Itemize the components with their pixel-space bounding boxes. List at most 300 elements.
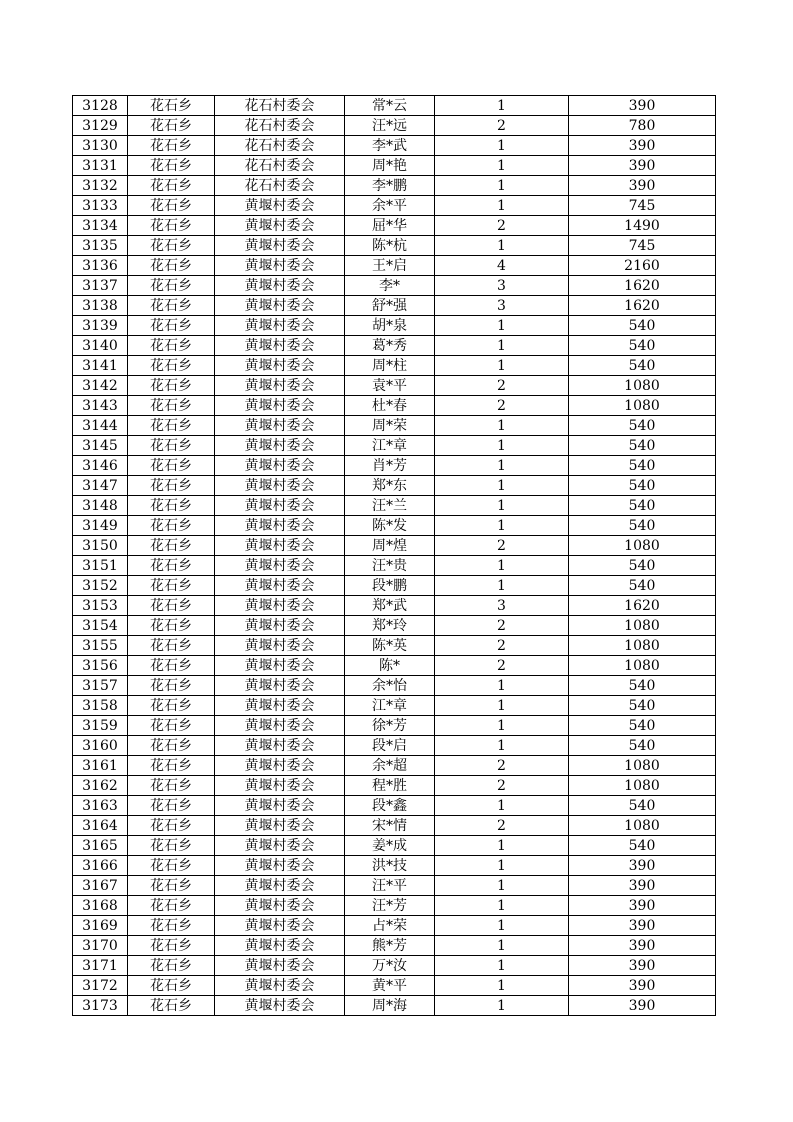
- count-cell: 1: [435, 936, 569, 956]
- village-committee-cell: 黄堰村委会: [215, 376, 345, 396]
- village-committee-cell: 黄堰村委会: [215, 716, 345, 736]
- township-cell: 花石乡: [128, 196, 215, 216]
- village-committee-cell: 黄堰村委会: [215, 596, 345, 616]
- table-row: [73, 376, 716, 396]
- row-number-cell: 3130: [73, 136, 128, 156]
- count-cell: 1: [435, 96, 569, 116]
- township-cell: 花石乡: [128, 236, 215, 256]
- amount-cell: 390: [569, 956, 716, 976]
- township-cell: 花石乡: [128, 576, 215, 596]
- village-committee-cell: 黄堰村委会: [215, 996, 345, 1016]
- table-row: [73, 96, 716, 116]
- row-number-cell: 3156: [73, 656, 128, 676]
- township-cell: 花石乡: [128, 436, 215, 456]
- count-cell: 2: [435, 816, 569, 836]
- township-cell: 花石乡: [128, 956, 215, 976]
- table-row: [73, 176, 716, 196]
- amount-cell: 390: [569, 96, 716, 116]
- row-number-cell: 3133: [73, 196, 128, 216]
- table-row: [73, 816, 716, 836]
- count-cell: 1: [435, 996, 569, 1016]
- amount-cell: 540: [569, 836, 716, 856]
- amount-cell: 540: [569, 676, 716, 696]
- row-number-cell: 3168: [73, 896, 128, 916]
- township-cell: 花石乡: [128, 516, 215, 536]
- name-cell: 郑*东: [345, 476, 435, 496]
- township-cell: 花石乡: [128, 476, 215, 496]
- table-row: [73, 616, 716, 636]
- table-row: [73, 596, 716, 616]
- village-committee-cell: 黄堰村委会: [215, 796, 345, 816]
- table-row: [73, 216, 716, 236]
- count-cell: 2: [435, 536, 569, 556]
- table-row: [73, 336, 716, 356]
- table-row: [73, 416, 716, 436]
- count-cell: 1: [435, 896, 569, 916]
- table-row: [73, 276, 716, 296]
- name-cell: 占*荣: [345, 916, 435, 936]
- count-cell: 1: [435, 336, 569, 356]
- name-cell: 李*武: [345, 136, 435, 156]
- row-number-cell: 3173: [73, 996, 128, 1016]
- name-cell: 余*超: [345, 756, 435, 776]
- table-row: [73, 796, 716, 816]
- name-cell: 黄*平: [345, 976, 435, 996]
- row-number-cell: 3152: [73, 576, 128, 596]
- row-number-cell: 3136: [73, 256, 128, 276]
- village-committee-cell: 黄堰村委会: [215, 256, 345, 276]
- township-cell: 花石乡: [128, 276, 215, 296]
- row-number-cell: 3162: [73, 776, 128, 796]
- township-cell: 花石乡: [128, 776, 215, 796]
- name-cell: 江*章: [345, 436, 435, 456]
- row-number-cell: 3135: [73, 236, 128, 256]
- township-cell: 花石乡: [128, 176, 215, 196]
- count-cell: 1: [435, 696, 569, 716]
- amount-cell: 540: [569, 356, 716, 376]
- amount-cell: 1620: [569, 596, 716, 616]
- row-number-cell: 3157: [73, 676, 128, 696]
- table-row: [73, 116, 716, 136]
- table-row: [73, 996, 716, 1016]
- township-cell: 花石乡: [128, 136, 215, 156]
- name-cell: 陈*英: [345, 636, 435, 656]
- amount-cell: 540: [569, 796, 716, 816]
- count-cell: 2: [435, 756, 569, 776]
- amount-cell: 1490: [569, 216, 716, 236]
- row-number-cell: 3166: [73, 856, 128, 876]
- row-number-cell: 3132: [73, 176, 128, 196]
- table-row: [73, 716, 716, 736]
- township-cell: 花石乡: [128, 756, 215, 776]
- table-row: [73, 136, 716, 156]
- name-cell: 王*启: [345, 256, 435, 276]
- township-cell: 花石乡: [128, 636, 215, 656]
- row-number-cell: 3163: [73, 796, 128, 816]
- amount-cell: 745: [569, 236, 716, 256]
- amount-cell: 540: [569, 496, 716, 516]
- township-cell: 花石乡: [128, 456, 215, 476]
- row-number-cell: 3128: [73, 96, 128, 116]
- township-cell: 花石乡: [128, 696, 215, 716]
- table-row: [73, 836, 716, 856]
- count-cell: 2: [435, 656, 569, 676]
- township-cell: 花石乡: [128, 316, 215, 336]
- name-cell: 余*怡: [345, 676, 435, 696]
- village-committee-cell: 黄堰村委会: [215, 976, 345, 996]
- name-cell: 段*启: [345, 736, 435, 756]
- count-cell: 1: [435, 516, 569, 536]
- row-number-cell: 3154: [73, 616, 128, 636]
- village-committee-cell: 黄堰村委会: [215, 476, 345, 496]
- table-row: [73, 356, 716, 376]
- name-cell: 肖*芳: [345, 456, 435, 476]
- township-cell: 花石乡: [128, 116, 215, 136]
- amount-cell: 390: [569, 936, 716, 956]
- row-number-cell: 3134: [73, 216, 128, 236]
- row-number-cell: 3131: [73, 156, 128, 176]
- row-number-cell: 3164: [73, 816, 128, 836]
- amount-cell: 540: [569, 716, 716, 736]
- name-cell: 郑*玲: [345, 616, 435, 636]
- amount-cell: 390: [569, 136, 716, 156]
- township-cell: 花石乡: [128, 156, 215, 176]
- row-number-cell: 3145: [73, 436, 128, 456]
- table-row: [73, 736, 716, 756]
- table-row: [73, 636, 716, 656]
- name-cell: 周*煌: [345, 536, 435, 556]
- village-committee-cell: 黄堰村委会: [215, 416, 345, 436]
- row-number-cell: 3151: [73, 556, 128, 576]
- row-number-cell: 3148: [73, 496, 128, 516]
- amount-cell: 2160: [569, 256, 716, 276]
- village-committee-cell: 黄堰村委会: [215, 456, 345, 476]
- count-cell: 1: [435, 156, 569, 176]
- row-number-cell: 3140: [73, 336, 128, 356]
- name-cell: 杜*春: [345, 396, 435, 416]
- table-row: [73, 496, 716, 516]
- count-cell: 2: [435, 376, 569, 396]
- table-row: [73, 396, 716, 416]
- count-cell: 1: [435, 236, 569, 256]
- township-cell: 花石乡: [128, 296, 215, 316]
- village-committee-cell: 黄堰村委会: [215, 956, 345, 976]
- count-cell: 1: [435, 436, 569, 456]
- amount-cell: 390: [569, 896, 716, 916]
- township-cell: 花石乡: [128, 736, 215, 756]
- count-cell: 2: [435, 636, 569, 656]
- village-committee-cell: 黄堰村委会: [215, 816, 345, 836]
- name-cell: 李*鹏: [345, 176, 435, 196]
- name-cell: 万*汝: [345, 956, 435, 976]
- amount-cell: 1080: [569, 396, 716, 416]
- amount-cell: 540: [569, 436, 716, 456]
- amount-cell: 540: [569, 736, 716, 756]
- amount-cell: 540: [569, 316, 716, 336]
- village-committee-cell: 黄堰村委会: [215, 736, 345, 756]
- amount-cell: 540: [569, 576, 716, 596]
- table-row: [73, 896, 716, 916]
- table-row: [73, 676, 716, 696]
- row-number-cell: 3172: [73, 976, 128, 996]
- row-number-cell: 3160: [73, 736, 128, 756]
- amount-cell: 1080: [569, 816, 716, 836]
- village-committee-cell: 黄堰村委会: [215, 556, 345, 576]
- township-cell: 花石乡: [128, 356, 215, 376]
- row-number-cell: 3153: [73, 596, 128, 616]
- name-cell: 姜*成: [345, 836, 435, 856]
- village-committee-cell: 黄堰村委会: [215, 696, 345, 716]
- table-row: [73, 696, 716, 716]
- township-cell: 花石乡: [128, 996, 215, 1016]
- count-cell: 1: [435, 716, 569, 736]
- amount-cell: 540: [569, 336, 716, 356]
- count-cell: 1: [435, 736, 569, 756]
- table-row: [73, 296, 716, 316]
- table-row: [73, 476, 716, 496]
- village-committee-cell: 黄堰村委会: [215, 636, 345, 656]
- amount-cell: 1080: [569, 616, 716, 636]
- name-cell: 汪*芳: [345, 896, 435, 916]
- name-cell: 徐*芳: [345, 716, 435, 736]
- township-cell: 花石乡: [128, 396, 215, 416]
- township-cell: 花石乡: [128, 556, 215, 576]
- township-cell: 花石乡: [128, 816, 215, 836]
- row-number-cell: 3139: [73, 316, 128, 336]
- row-number-cell: 3138: [73, 296, 128, 316]
- table-row: [73, 236, 716, 256]
- village-committee-cell: 黄堰村委会: [215, 276, 345, 296]
- name-cell: 段*鹏: [345, 576, 435, 596]
- count-cell: 2: [435, 396, 569, 416]
- amount-cell: 745: [569, 196, 716, 216]
- row-number-cell: 3137: [73, 276, 128, 296]
- village-committee-cell: 黄堰村委会: [215, 876, 345, 896]
- count-cell: 1: [435, 836, 569, 856]
- count-cell: 1: [435, 416, 569, 436]
- count-cell: 1: [435, 876, 569, 896]
- count-cell: 2: [435, 776, 569, 796]
- table-row: [73, 556, 716, 576]
- township-cell: 花石乡: [128, 656, 215, 676]
- township-cell: 花石乡: [128, 976, 215, 996]
- amount-cell: 1620: [569, 296, 716, 316]
- row-number-cell: 3158: [73, 696, 128, 716]
- name-cell: 周*荣: [345, 416, 435, 436]
- name-cell: 宋*情: [345, 816, 435, 836]
- count-cell: 3: [435, 276, 569, 296]
- name-cell: 江*章: [345, 696, 435, 716]
- name-cell: 屈*华: [345, 216, 435, 236]
- name-cell: 胡*泉: [345, 316, 435, 336]
- count-cell: 1: [435, 556, 569, 576]
- township-cell: 花石乡: [128, 856, 215, 876]
- name-cell: 周*柱: [345, 356, 435, 376]
- amount-cell: 1620: [569, 276, 716, 296]
- name-cell: 汪*兰: [345, 496, 435, 516]
- name-cell: 余*平: [345, 196, 435, 216]
- row-number-cell: 3167: [73, 876, 128, 896]
- count-cell: 1: [435, 796, 569, 816]
- name-cell: 程*胜: [345, 776, 435, 796]
- township-cell: 花石乡: [128, 336, 215, 356]
- amount-cell: 1080: [569, 636, 716, 656]
- name-cell: 汪*贵: [345, 556, 435, 576]
- data-table: [72, 95, 716, 1016]
- count-cell: 2: [435, 616, 569, 636]
- table-row: [73, 516, 716, 536]
- village-committee-cell: 黄堰村委会: [215, 196, 345, 216]
- township-cell: 花石乡: [128, 896, 215, 916]
- village-committee-cell: 花石村委会: [215, 96, 345, 116]
- village-committee-cell: 黄堰村委会: [215, 436, 345, 456]
- township-cell: 花石乡: [128, 916, 215, 936]
- township-cell: 花石乡: [128, 256, 215, 276]
- village-committee-cell: 黄堰村委会: [215, 516, 345, 536]
- table-row: [73, 456, 716, 476]
- count-cell: 4: [435, 256, 569, 276]
- village-committee-cell: 黄堰村委会: [215, 496, 345, 516]
- township-cell: 花石乡: [128, 876, 215, 896]
- township-cell: 花石乡: [128, 596, 215, 616]
- township-cell: 花石乡: [128, 796, 215, 816]
- row-number-cell: 3161: [73, 756, 128, 776]
- amount-cell: 780: [569, 116, 716, 136]
- table-row: [73, 936, 716, 956]
- amount-cell: 1080: [569, 376, 716, 396]
- township-cell: 花石乡: [128, 216, 215, 236]
- table-row: [73, 256, 716, 276]
- row-number-cell: 3171: [73, 956, 128, 976]
- table-row: [73, 536, 716, 556]
- row-number-cell: 3155: [73, 636, 128, 656]
- table-row: [73, 436, 716, 456]
- row-number-cell: 3146: [73, 456, 128, 476]
- count-cell: 2: [435, 116, 569, 136]
- name-cell: 段*鑫: [345, 796, 435, 816]
- table-row: [73, 876, 716, 896]
- amount-cell: 540: [569, 696, 716, 716]
- village-committee-cell: 黄堰村委会: [215, 316, 345, 336]
- township-cell: 花石乡: [128, 536, 215, 556]
- row-number-cell: 3150: [73, 536, 128, 556]
- count-cell: 1: [435, 196, 569, 216]
- township-cell: 花石乡: [128, 676, 215, 696]
- row-number-cell: 3149: [73, 516, 128, 536]
- count-cell: 2: [435, 216, 569, 236]
- amount-cell: 540: [569, 416, 716, 436]
- village-committee-cell: 黄堰村委会: [215, 396, 345, 416]
- row-number-cell: 3144: [73, 416, 128, 436]
- amount-cell: 390: [569, 976, 716, 996]
- name-cell: 洪*技: [345, 856, 435, 876]
- village-committee-cell: 黄堰村委会: [215, 776, 345, 796]
- row-number-cell: 3159: [73, 716, 128, 736]
- amount-cell: 390: [569, 176, 716, 196]
- table-row: [73, 576, 716, 596]
- amount-cell: 1080: [569, 656, 716, 676]
- count-cell: 1: [435, 176, 569, 196]
- village-committee-cell: 黄堰村委会: [215, 836, 345, 856]
- village-committee-cell: 黄堰村委会: [215, 896, 345, 916]
- count-cell: 3: [435, 596, 569, 616]
- township-cell: 花石乡: [128, 96, 215, 116]
- row-number-cell: 3142: [73, 376, 128, 396]
- count-cell: 1: [435, 316, 569, 336]
- name-cell: 熊*芳: [345, 936, 435, 956]
- row-number-cell: 3129: [73, 116, 128, 136]
- village-committee-cell: 黄堰村委会: [215, 936, 345, 956]
- amount-cell: 390: [569, 156, 716, 176]
- count-cell: 1: [435, 916, 569, 936]
- village-committee-cell: 黄堰村委会: [215, 856, 345, 876]
- table-row: [73, 156, 716, 176]
- amount-cell: 1080: [569, 756, 716, 776]
- row-number-cell: 3141: [73, 356, 128, 376]
- amount-cell: 540: [569, 516, 716, 536]
- count-cell: 1: [435, 456, 569, 476]
- row-number-cell: 3165: [73, 836, 128, 856]
- amount-cell: 390: [569, 916, 716, 936]
- village-committee-cell: 黄堰村委会: [215, 236, 345, 256]
- township-cell: 花石乡: [128, 836, 215, 856]
- table-row: [73, 656, 716, 676]
- count-cell: 1: [435, 576, 569, 596]
- name-cell: 郑*武: [345, 596, 435, 616]
- table-row: [73, 956, 716, 976]
- row-number-cell: 3169: [73, 916, 128, 936]
- village-committee-cell: 花石村委会: [215, 156, 345, 176]
- village-committee-cell: 黄堰村委会: [215, 676, 345, 696]
- village-committee-cell: 黄堰村委会: [215, 336, 345, 356]
- village-committee-cell: 黄堰村委会: [215, 916, 345, 936]
- amount-cell: 1080: [569, 776, 716, 796]
- name-cell: 舒*强: [345, 296, 435, 316]
- amount-cell: 390: [569, 996, 716, 1016]
- count-cell: 1: [435, 136, 569, 156]
- table-row: [73, 776, 716, 796]
- name-cell: 周*海: [345, 996, 435, 1016]
- row-number-cell: 3147: [73, 476, 128, 496]
- name-cell: 周*艳: [345, 156, 435, 176]
- row-number-cell: 3143: [73, 396, 128, 416]
- village-committee-cell: 黄堰村委会: [215, 656, 345, 676]
- name-cell: 葛*秀: [345, 336, 435, 356]
- count-cell: 1: [435, 356, 569, 376]
- table-row: [73, 316, 716, 336]
- table-row: [73, 196, 716, 216]
- name-cell: 陈*发: [345, 516, 435, 536]
- township-cell: 花石乡: [128, 616, 215, 636]
- village-committee-cell: 黄堰村委会: [215, 356, 345, 376]
- count-cell: 1: [435, 676, 569, 696]
- count-cell: 1: [435, 476, 569, 496]
- count-cell: 3: [435, 296, 569, 316]
- township-cell: 花石乡: [128, 716, 215, 736]
- village-committee-cell: 黄堰村委会: [215, 536, 345, 556]
- village-committee-cell: 花石村委会: [215, 176, 345, 196]
- village-committee-cell: 黄堰村委会: [215, 576, 345, 596]
- row-number-cell: 3170: [73, 936, 128, 956]
- name-cell: 汪*平: [345, 876, 435, 896]
- amount-cell: 390: [569, 856, 716, 876]
- name-cell: 陈*杭: [345, 236, 435, 256]
- amount-cell: 1080: [569, 536, 716, 556]
- amount-cell: 390: [569, 876, 716, 896]
- village-committee-cell: 黄堰村委会: [215, 216, 345, 236]
- village-committee-cell: 黄堰村委会: [215, 296, 345, 316]
- amount-cell: 540: [569, 456, 716, 476]
